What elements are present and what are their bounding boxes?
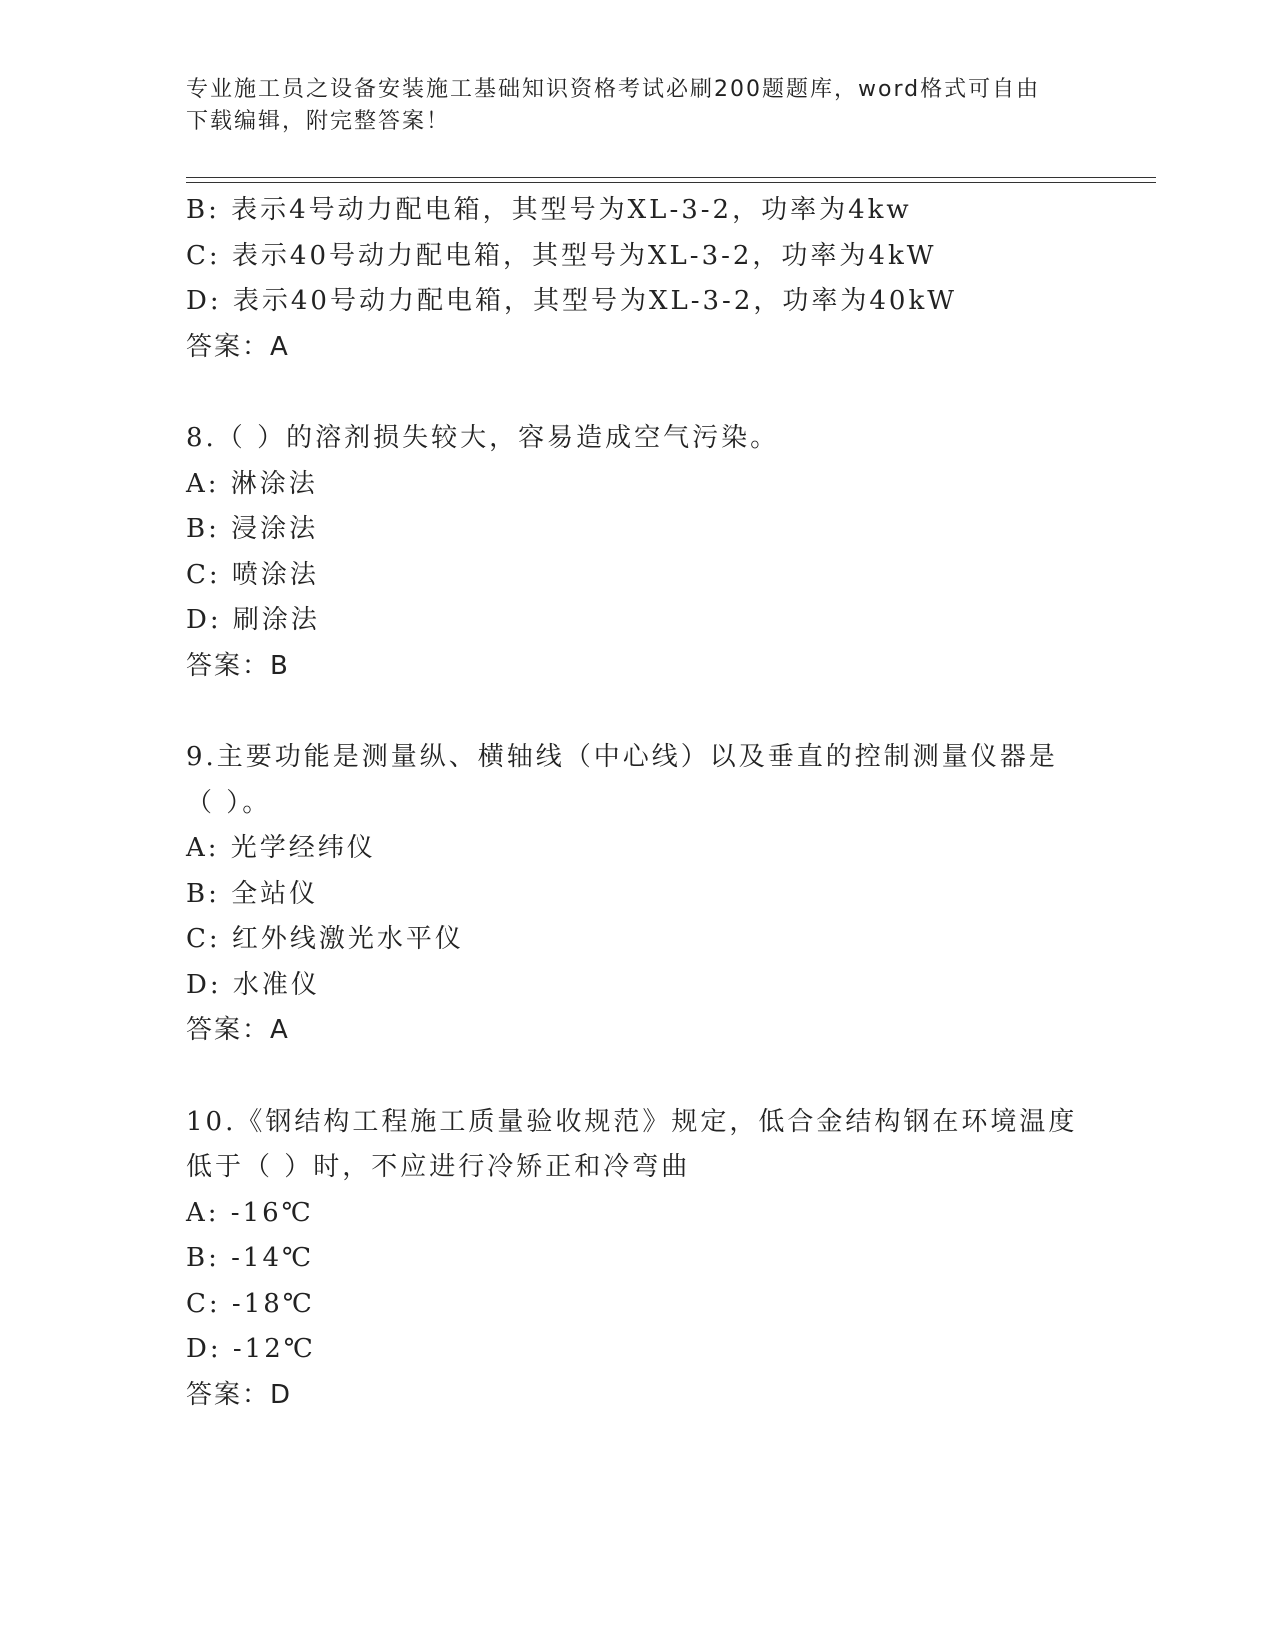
header-divider-top	[186, 177, 1156, 178]
spacer	[186, 370, 1086, 416]
question-list	[186, 188, 1086, 1418]
question-8	[186, 416, 1086, 689]
option-a: A: 淋涂法	[186, 468, 318, 499]
header-title-line-1: 专业施工员之设备安装施工基础知识资格考试必刷200题题库，word格式可自由	[186, 77, 1041, 102]
answer: 答案：A	[186, 1015, 290, 1045]
question-10	[186, 1100, 1086, 1419]
option-a: A: -16℃	[186, 1197, 314, 1228]
header-divider-bottom	[186, 182, 1156, 183]
spacer	[186, 689, 1086, 735]
option-a: A: 光学经纬仪	[186, 833, 376, 863]
option-b: B: 表示4号动力配电箱，其型号为XL-3-2，功率为4kw	[186, 195, 912, 225]
option-d: D: 水准仪	[186, 969, 320, 1000]
option-d: D: 表示40号动力配电箱，其型号为XL-3-2，功率为40kW	[186, 286, 957, 316]
option-c: C: 红外线激光水平仪	[186, 924, 464, 954]
answer: 答案：B	[186, 650, 290, 681]
header-title-line-2: 下载编辑，附完整答案！	[186, 109, 451, 134]
option-b: B: 浸涂法	[186, 514, 319, 544]
document-header	[186, 74, 1086, 138]
option-b: B: 全站仪	[186, 878, 319, 909]
question-7-tail	[186, 188, 1086, 370]
option-d: D: 刷涂法	[186, 605, 320, 635]
option-b: B: -14℃	[186, 1243, 315, 1273]
question-text-line-2: （ ）。	[186, 787, 272, 818]
answer: 答案：D	[186, 1379, 293, 1410]
option-c: C: -18℃	[186, 1288, 315, 1319]
question-text: 8.（ ）的溶剂损失较大，容易造成空气污染。	[186, 423, 780, 453]
option-c: C: 表示40号动力配电箱，其型号为XL-3-2，功率为4kW	[186, 240, 937, 271]
question-text-line-1: 9.主要功能是测量纵、横轴线（中心线）以及垂直的控制测量仪器是	[186, 742, 1058, 772]
option-d: D: -12℃	[186, 1334, 316, 1364]
option-c: C: 喷涂法	[186, 559, 319, 590]
answer: 答案：A	[186, 331, 290, 362]
spacer	[186, 1054, 1086, 1100]
question-9	[186, 735, 1086, 1054]
question-text-line-2: 低于（ ）时，不应进行冷矫正和冷弯曲	[186, 1152, 691, 1182]
question-text-line-1: 10.《钢结构工程施工质量验收规范》规定，低合金结构钢在环境温度	[186, 1106, 1078, 1137]
